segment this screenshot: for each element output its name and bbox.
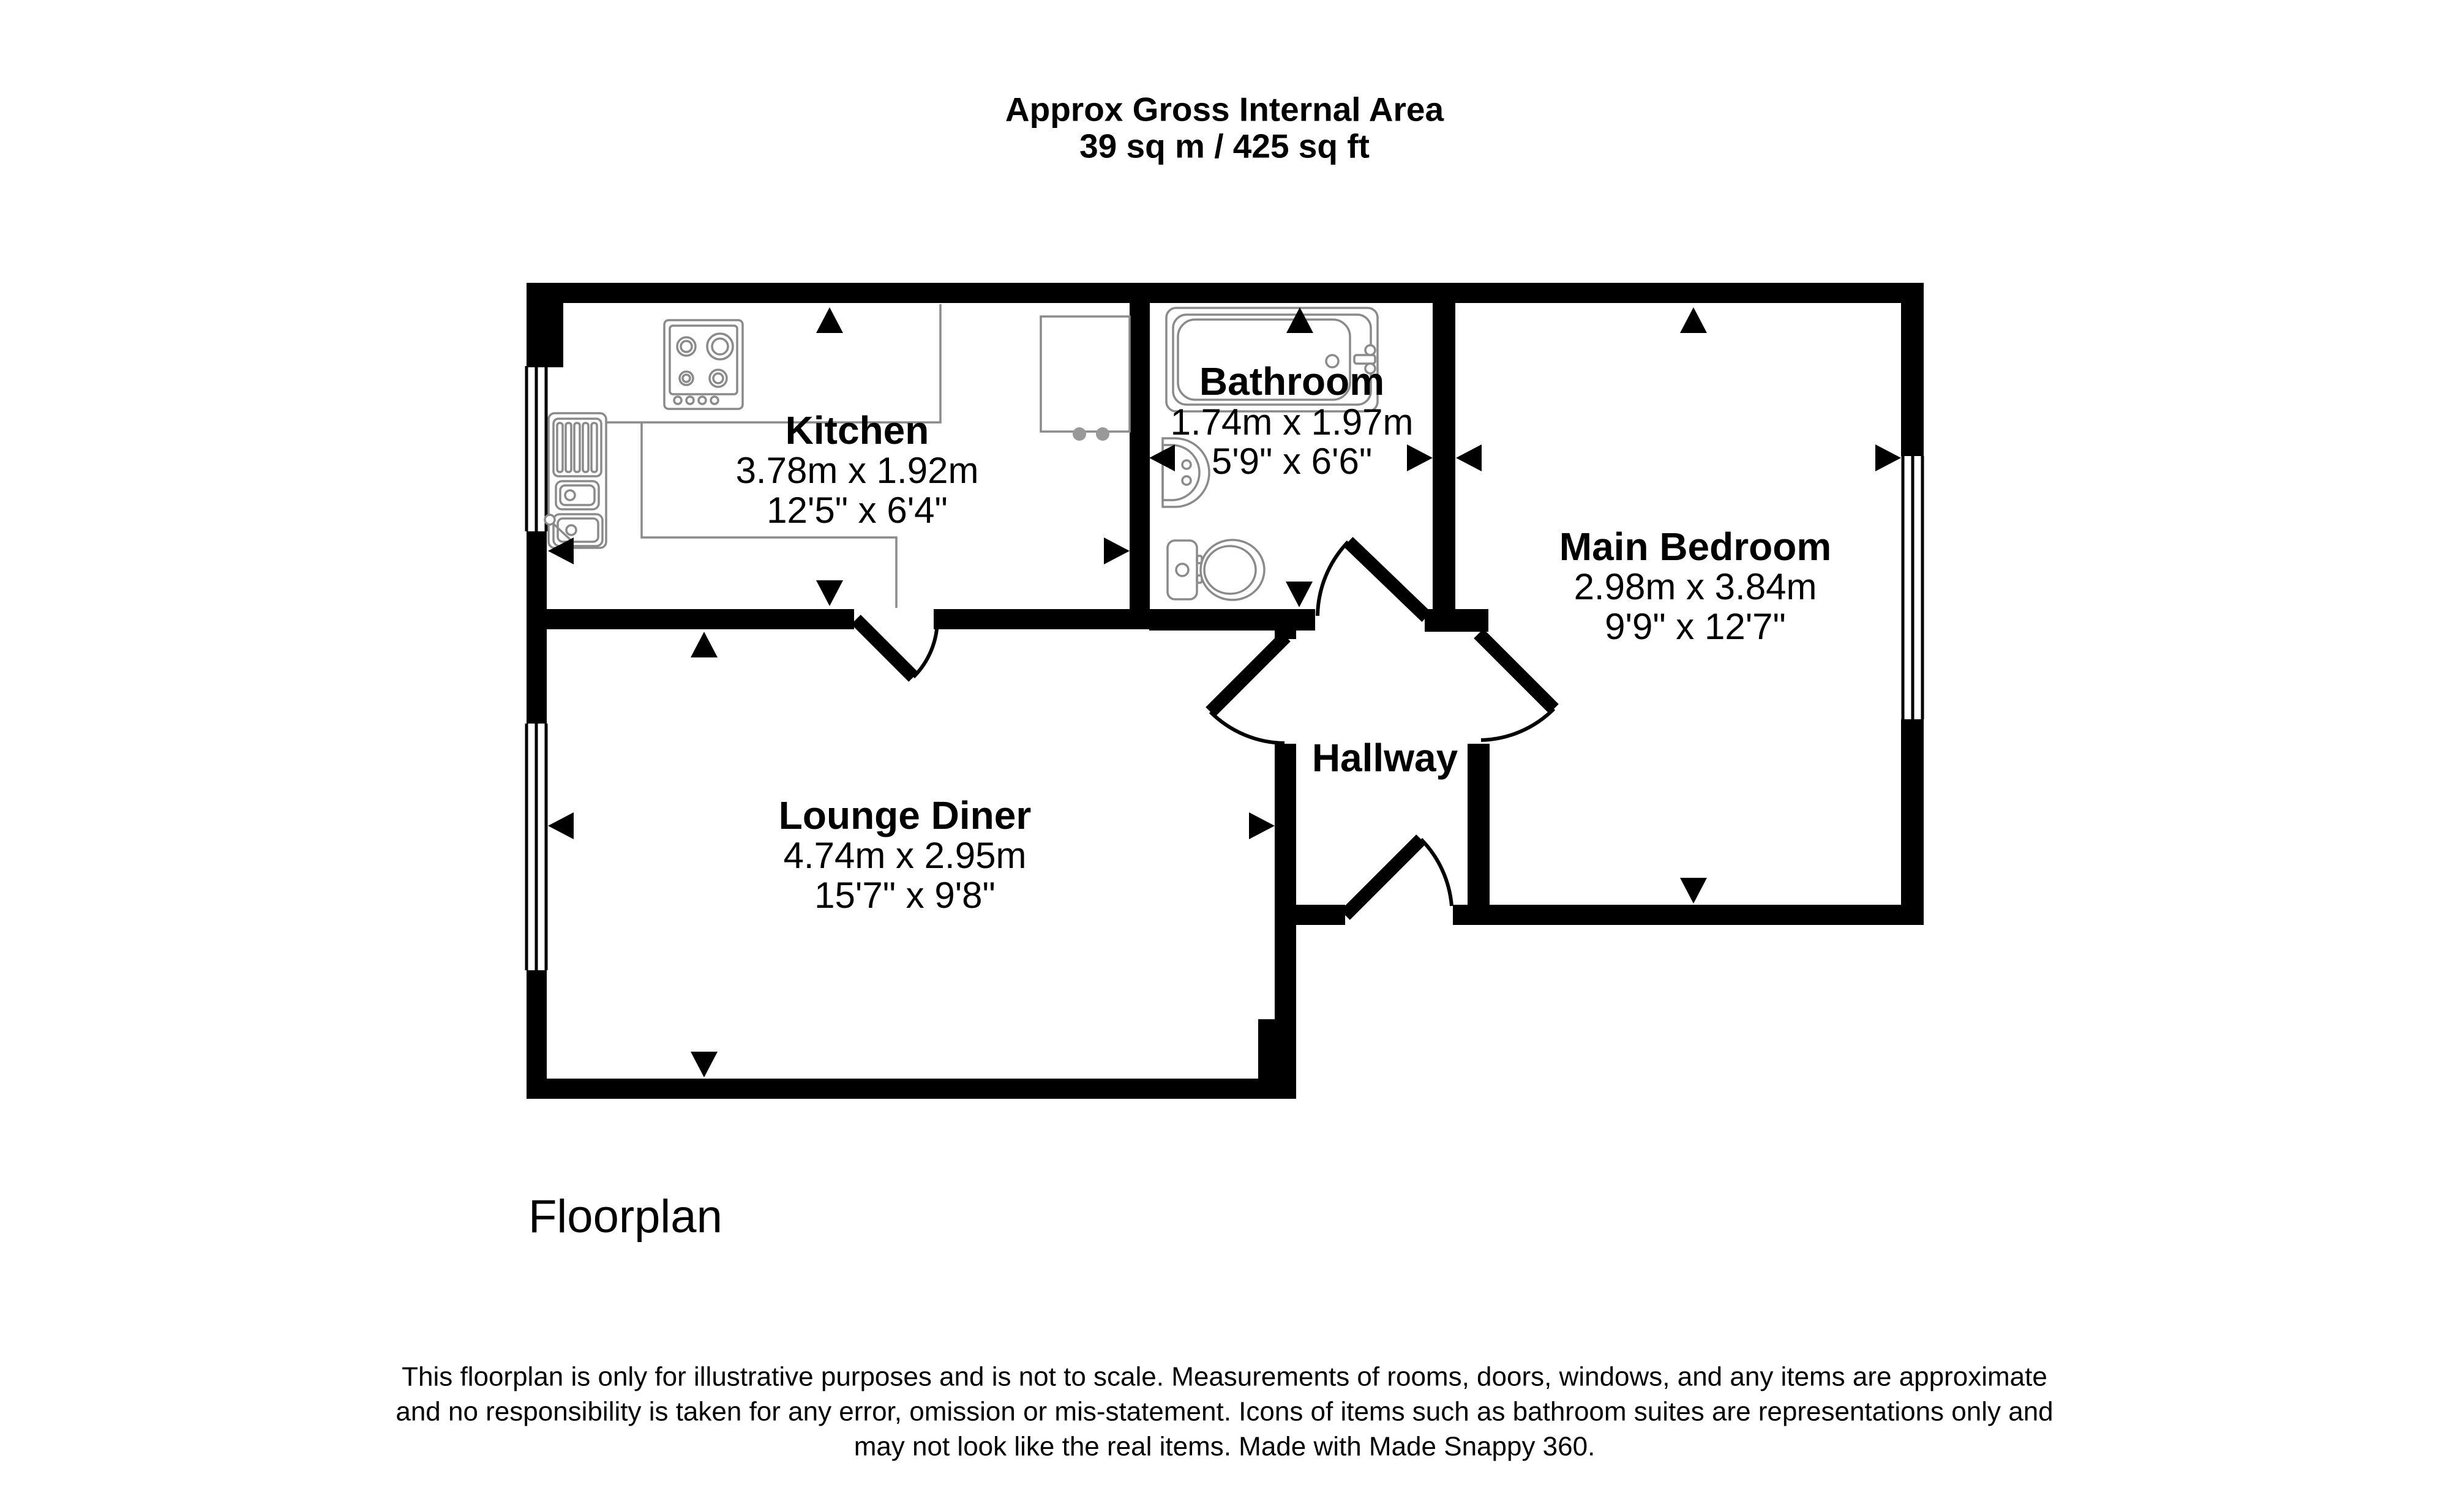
room-name: Bathroom — [1199, 359, 1385, 403]
disclaimer-line-1: This floorplan is only for illustrative purposes and is not to scale. Measurements of rooms, doors, windows, and any items are approximate — [402, 1361, 2047, 1392]
room-dim-metric: 4.74m x 2.95m — [783, 834, 1027, 876]
room-dim-imperial: 9'9" x 12'7" — [1605, 605, 1786, 647]
room-dim-metric: 3.78m x 1.92m — [735, 449, 979, 491]
title-line-1: Approx Gross Internal Area — [1005, 90, 1444, 129]
window-icon-bedroom — [1903, 456, 1922, 719]
room-name: Lounge Diner — [778, 793, 1032, 837]
room-label-bedroom — [1559, 525, 1831, 647]
kitchen-sink-icon — [545, 413, 606, 548]
door-swing-icon-bathroom — [1318, 542, 1427, 617]
disclaimer-line-3: may not look like the real items. Made with Made Snappy 360. — [853, 1431, 1596, 1462]
room-dim-imperial: 12'5" x 6'4" — [767, 489, 948, 531]
plan-caption: Floorplan — [528, 1191, 722, 1243]
room-name: Kitchen — [785, 408, 929, 452]
window-icon-kitchen — [527, 366, 546, 531]
room-dim-metric: 1.74m x 1.97m — [1170, 401, 1414, 443]
title-line-2: 39 sq m / 425 sq ft — [1079, 127, 1370, 165]
door-swing-icon-lounge — [1210, 637, 1286, 743]
room-label-hallway — [1312, 736, 1458, 780]
kitchen-tall-unit — [1041, 316, 1130, 441]
disclaimer — [396, 1362, 2053, 1462]
room-label-lounge — [779, 793, 1031, 916]
room-name: Main Bedroom — [1559, 524, 1832, 569]
room-dim-imperial: 15'7" x 9'8" — [814, 874, 996, 916]
room-dim-imperial: 5'9" x 6'6" — [1211, 440, 1373, 482]
room-dim-metric: 2.98m x 3.84m — [1573, 566, 1817, 607]
window-icon-lounge — [527, 724, 546, 970]
hob-icon — [664, 320, 743, 409]
disclaimer-line-2: and no responsibility is taken for any error, omission or mis-statement. Icons of items such as bathroom suites are representations only and — [396, 1396, 2053, 1427]
door-swing-icon-bedroom — [1479, 634, 1554, 740]
toilet-icon — [1168, 540, 1264, 600]
room-name: Hallway — [1311, 735, 1458, 780]
room-label-kitchen — [736, 408, 979, 531]
door-swing-icon-kitchen — [856, 619, 937, 677]
door-swing-icon-front-door — [1345, 839, 1452, 915]
